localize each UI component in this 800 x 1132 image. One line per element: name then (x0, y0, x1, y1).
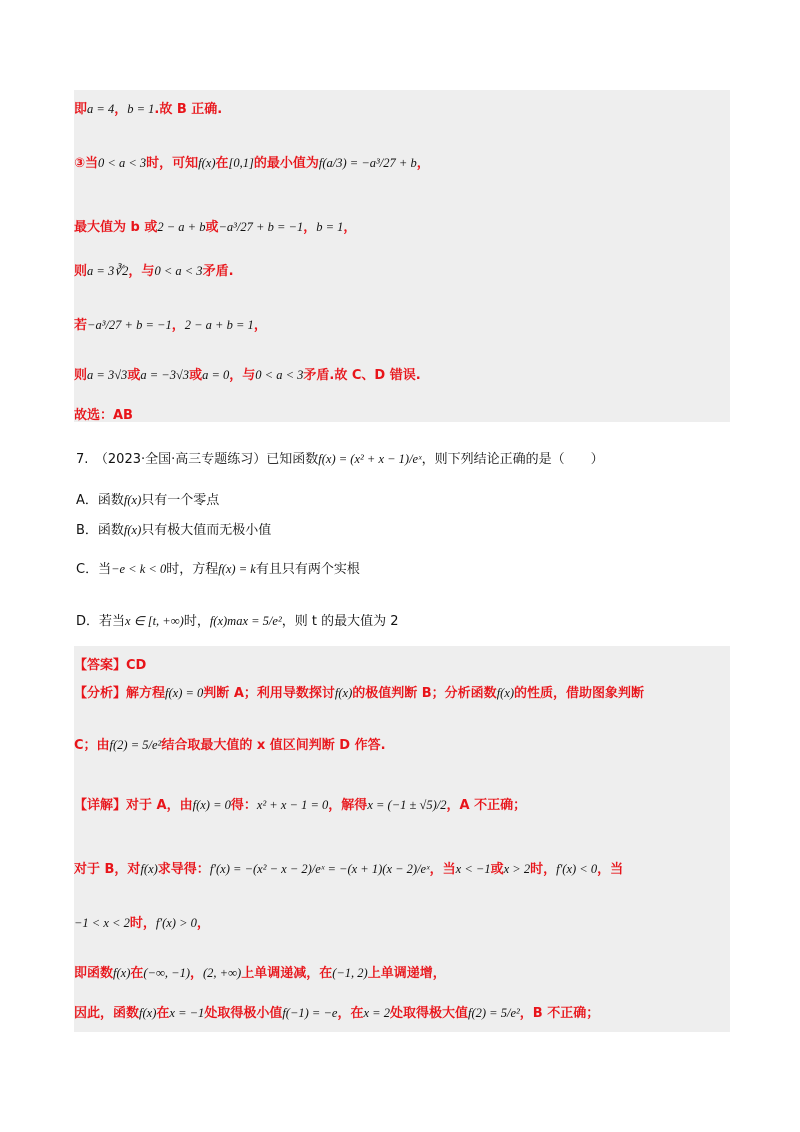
detail-a: 【详解】对于 A，由f(x) = 0得：x² + x − 1 = 0，解得x = (−1 ± √5)/2，A 不正确； (74, 798, 527, 813)
option-b: B．函数f(x)只有极大值而无极小值 (76, 523, 272, 538)
solution-block-1 (74, 90, 730, 422)
line-max-value: 最大值为 b 或2 − a + b或−a³/27 + b = −1，b = 1， (74, 220, 357, 235)
detail-b-extrema: 因此，函数f(x)在x = −1处取得极小值f(−1) = −e，在x = 2处取得极大值f(2) = 5/e²，B 不正确； (74, 1006, 600, 1021)
line-case3: ③当0 < a < 3时，可知f(x)在[0,1]的最小值为f(a/3) = −a³/27 + b， (74, 156, 430, 171)
question-stem: 7. （2023·全国·高三专题练习）已知函数f(x) = (x² + x − 1)/eˣ，则下列结论正确的是（ ） (76, 452, 604, 467)
line-cd-wrong: 则a = 3√3或a = −3√3或a = 0，与0 < a < 3矛盾.故 C、D 错误. (74, 368, 421, 383)
line-choice: 故选：AB (74, 408, 133, 423)
detail-b-derivative: 对于 B，对f(x)求导得：f′(x) = −(x² − x − 2)/eˣ = −(x + 1)(x − 2)/eˣ，当x < −1或x > 2时，f′(x) < 0，当 (74, 862, 624, 877)
analysis-line-2: C；由f(2) = 5/e²结合取最大值的 x 值区间判断 D 作答. (74, 738, 386, 753)
option-c: C．当−e < k < 0时，方程f(x) = k有且只有两个实根 (76, 562, 360, 577)
solution-block-2 (74, 646, 730, 1032)
answer-line: 【答案】CD (74, 658, 147, 673)
analysis-line-1: 【分析】解方程f(x) = 0判断 A；利用导数探讨f(x)的极值判断 B；分析函数f(x)的性质，借助图象判断 (74, 686, 645, 701)
detail-b-increasing: −1 < x < 2时，f′(x) > 0， (74, 916, 210, 931)
line-if: 若−a³/27 + b = −1，2 − a + b = 1， (74, 318, 267, 333)
line-b-correct: 即a = 4，b = 1.故 B 正确. (74, 102, 223, 117)
option-d: D．若当x ∈ [t, +∞)时，f(x)max = 5/e²，则 t 的最大值为 2 (76, 614, 399, 629)
line-contradiction-1: 则a = 3∛2，与0 < a < 3矛盾. (74, 264, 234, 279)
option-a: A．函数f(x)只有一个零点 (76, 493, 220, 508)
detail-b-monotonic: 即函数f(x)在(−∞, −1)，(2, +∞)上单调递减，在(−1, 2)上单调递增， (74, 966, 446, 981)
